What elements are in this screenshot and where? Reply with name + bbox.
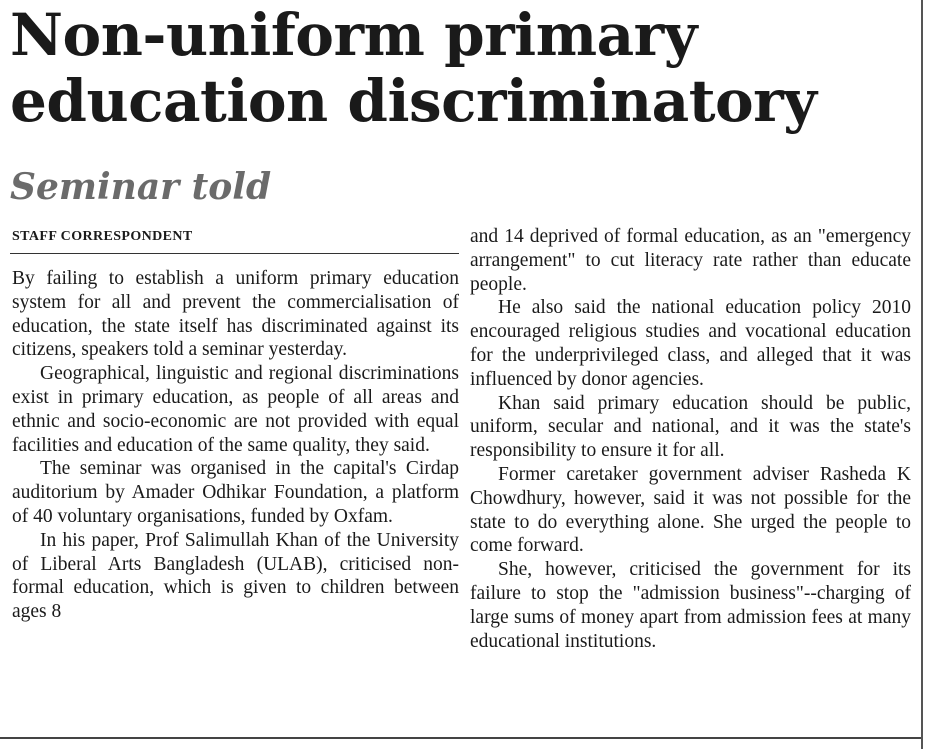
article-paragraph: He also said the national education policy 2010 encouraged religious studies and vocational education for the underprivileged class, and alleged that it was influenced by donor agencies. [470,297,911,390]
article-paragraph: Former caretaker government adviser Rasheda K Chowdhury, however, said it was not possible for the state to do everything alone. She urged the people to come forward. [470,463,911,557]
column-rule-right [921,0,923,749]
article-paragraph: In his paper, Prof Salimullah Khan of the University of Liberal Arts Bangladesh (ULAB), criticised non-formal education, which is given to children between ages 8 [12,529,459,623]
article-paragraph: The seminar was organised in the capital's Cirdap auditorium by Amader Odhikar Foundation, a platform of 40 voluntary organisations, funded by Oxfam. [12,458,459,527]
byline: STAFF CORRESPONDENT [12,229,193,244]
article-paragraph: She, however, criticised the government for its failure to stop the "admission business"--charging of large sums of money apart from admission fees at many educational institutions. [470,559,911,652]
headline: Non-uniform primary education discriminatory [10,1,817,135]
article-paragraph: By failing to establish a uniform primary education system for all and prevent the commercialisation of education, the state itself has discriminated against its citizens, speakers told a seminar yesterday. [12,268,459,361]
article-column-left [12,267,459,624]
bottom-rule [0,737,921,739]
article-paragraph: Geographical, linguistic and regional discriminations exist in primary education, as people of all areas and ethnic and socio-economic are not provided with equal facilities and education of the same quality, they said. [12,363,459,456]
article-paragraph: Khan said primary education should be public, uniform, secular and national, and it was the state's responsibility to ensure it for all. [470,392,911,462]
subheadline: Seminar told [10,166,272,208]
article-column-right [470,225,911,653]
article-paragraph-continuation: and 14 deprived of formal education, as an "emergency arrangement" to cut literacy rate rather than educate people. [470,226,911,295]
byline-rule [10,253,459,254]
